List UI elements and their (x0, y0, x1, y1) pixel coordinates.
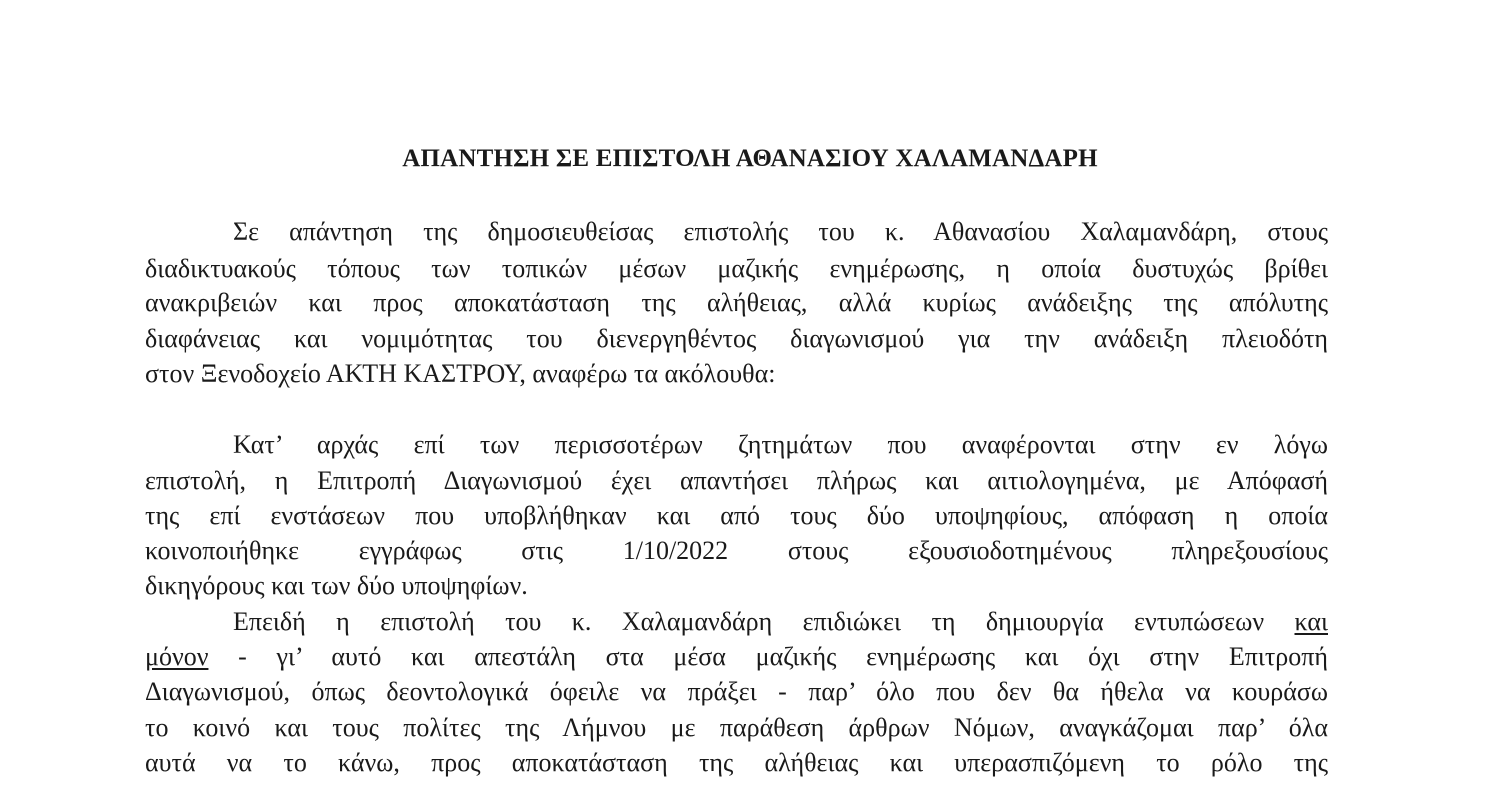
text-line: επιστολή, η Επιτροπή Διαγωνισμού έχει απαντήσει πλήρως και αιτιολογημένα, με Απόφασή (145, 466, 1328, 495)
text-line: Κατ’ αρχάς επί των περισσοτέρων ζητημάτων που αναφέρονται στην εν λόγω (233, 430, 1328, 459)
text-segment: - γι’ αυτό και απεστάλη στα μέσα μαζικής ενημέρωσης και όχι στην Επιτροπή (208, 642, 1328, 671)
text-line: διαφάνειας και νομιμότητας του διενεργηθέντος διαγωνισμού για την ανάδειξη πλειοδότη (145, 324, 1328, 353)
text-line: στον Ξενοδοχείο ΑΚΤΗ ΚΑΣΤΡΟΥ, αναφέρω τα ακόλουθα: (145, 359, 776, 388)
text-line: αυτά να το κάνω, προς αποκατάσταση της αλήθειας και υπερασπιζόμενη το ρόλο της (145, 748, 1328, 777)
underlined-text: μόνον (145, 642, 209, 671)
text-line: Σε απάντηση της δημοσιευθείσας επιστολής του κ. Αθανασίου Χαλαμανδάρη, στους (233, 217, 1328, 246)
text-line: της επί ενστάσεων που υποβλήθηκαν και από τους δύο υποψηφίους, απόφαση η οποία (145, 501, 1328, 530)
text-line (233, 606, 1328, 638)
text-line: το κοινό και τους πολίτες της Λήμνου με παράθεση άρθρων Νόμων, αναγκάζομαι παρ’ όλα (145, 713, 1328, 742)
text-line (145, 641, 1328, 673)
text-line: Διαγωνισμού, όπως δεοντολογικά όφειλε να πράξει - παρ’ όλο που δεν θα ήθελα να κουράσω (145, 677, 1328, 706)
underlined-text: και (1294, 607, 1328, 636)
text-line: κοινοποιήθηκε εγγράφως στις 1/10/2022 στους εξουσιοδοτημένους πληρεξουσίους (145, 536, 1328, 565)
text-line: δικηγόρους και των δύο υποψηφίων. (145, 571, 528, 600)
text-segment: Επειδή η επιστολή του κ. Χαλαμανδάρη επιδιώκει τη δημιουργία εντυπώσεων (233, 607, 1295, 636)
document-title: ΑΠΑΝΤΗΣΗ ΣΕ ΕΠΙΣΤΟΛΗ ΑΘΑΝΑΣΙΟΥ ΧΑΛΑΜΑΝΔΑΡΗ (402, 145, 1098, 172)
text-line: ανακριβειών και προς αποκατάσταση της αλήθειας, αλλά κυρίως ανάδειξης της απόλυτης (145, 288, 1328, 317)
text-line: διαδικτυακούς τόπους των τοπικών μέσων μαζικής ενημέρωσης, η οποία δυστυχώς βρίθει (145, 254, 1328, 283)
